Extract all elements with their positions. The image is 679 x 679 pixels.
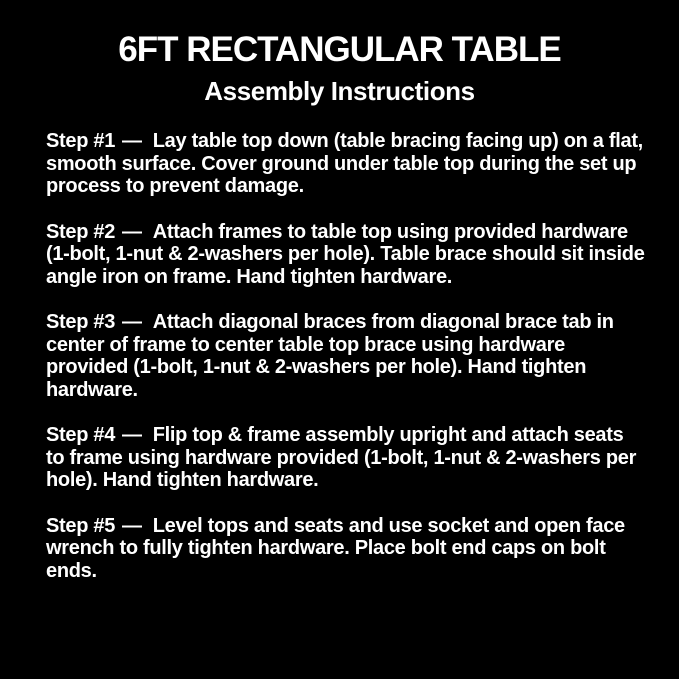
step-4-label: Step #4 — [46, 424, 116, 446]
sheet-header — [0, 0, 679, 106]
step-2-dash: — — [122, 220, 142, 243]
page-title: 6FT RECTANGULAR TABLE — [118, 30, 561, 69]
step-2-paragraph — [46, 221, 645, 289]
step-2-label: Step #2 — [46, 220, 116, 243]
step-3-label: Step #3 — [46, 311, 116, 333]
step-3-paragraph — [46, 311, 645, 401]
step-1-text: Lay table top down (table bracing facing up) on a flat, smooth surface. Cover ground under table top during the set up process to prevent damage. — [46, 130, 643, 197]
step-3-dash: — — [122, 311, 142, 333]
steps-list — [0, 106, 679, 582]
step-4-text: Flip top & frame assembly upright and attach seats to frame using hardware provided (1-bolt, 1-nut & 2-washers per hole). Hand tighten hardware. — [46, 424, 637, 491]
step-5-text: Level tops and seats and use socket and open face wrench to fully tighten hardware. Place bolt end caps on bolt ends. — [46, 514, 625, 582]
step-3-text: Attach diagonal braces from diagonal brace tab in center of frame to center table top brace using hardware provided (1-bolt, 1-nut & 2-washers per hole). Hand tighten hardware. — [46, 311, 614, 401]
step-4-paragraph — [46, 424, 645, 492]
step-1-dash: — — [122, 130, 142, 152]
step-5-label: Step #5 — [46, 514, 116, 537]
step-5-dash: — — [122, 514, 142, 537]
step-2-text: Attach frames to table top using provided hardware (1-bolt, 1-nut & 2-washers per hole). Table brace should sit inside angle iron on frame. Hand tighten hardware. — [46, 220, 645, 288]
page-subtitle: Assembly Instructions — [204, 76, 475, 106]
step-5-paragraph — [46, 515, 645, 583]
step-4-dash: — — [122, 424, 142, 446]
step-1-label: Step #1 — [46, 130, 116, 152]
step-1-paragraph — [46, 130, 645, 198]
